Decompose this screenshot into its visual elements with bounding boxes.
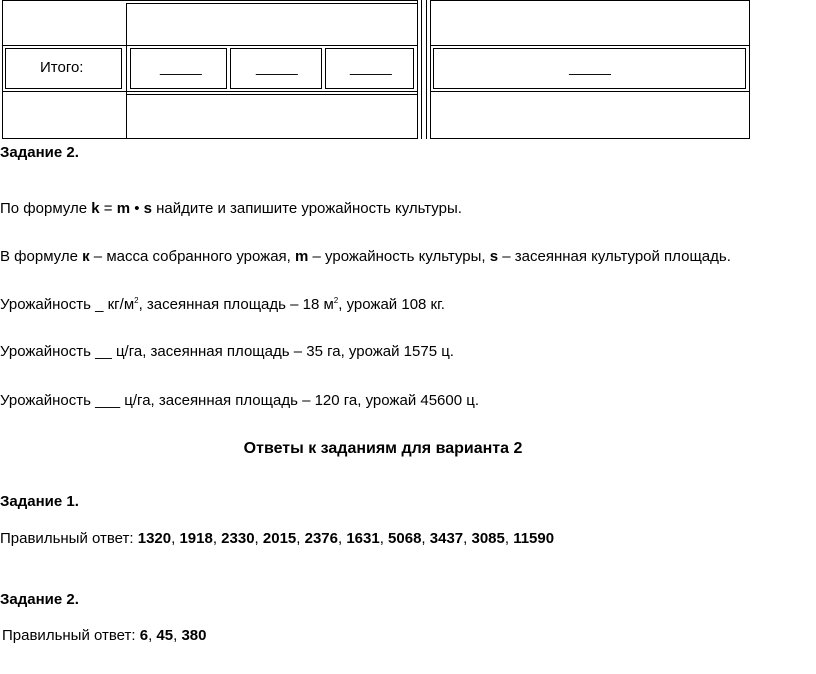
total-blank-2: _____: [256, 59, 298, 76]
task2-heading: Задание 2.: [0, 144, 79, 161]
task2-row-2: Урожайность __ ц/га, засеянная площадь – 35 га, урожай 1575 ц.: [0, 343, 454, 360]
total-blank-4: _____: [569, 59, 611, 76]
total-blank-1: _____: [160, 59, 202, 76]
answer2-value: 380: [181, 627, 207, 644]
answer1-value: 2376: [304, 530, 338, 547]
answers-task1-line: Правильный ответ: 1320, 1918, 2330, 2015, 2376, 1631, 5068, 3437, 3085, 11590: [0, 530, 555, 547]
answer1-value: 2330: [221, 530, 255, 547]
formula-line: По формуле k = m • s найдите и запишите урожайность культуры.: [0, 200, 462, 217]
definition-line: В формуле к – масса собранного урожая, m – урожайность культуры, s – засеянная культурой площадь.: [0, 248, 731, 265]
answer1-value: 3085: [471, 530, 505, 547]
answer1-value: 1320: [137, 530, 172, 547]
answers-task2-line: Правильный ответ: 6, 45, 380: [2, 627, 207, 644]
answers-task2-heading: Задание 2.: [0, 591, 79, 608]
answer1-value: 3437: [429, 530, 464, 547]
answers-task1-values: 1320, 1918, 2330, 2015, 2376, 1631, 5068, 3437, 3085, 11590: [137, 530, 555, 547]
task2-row-3: Урожайность ___ ц/га, засеянная площадь – 120 га, урожай 45600 ц.: [0, 392, 479, 409]
answers-task1-heading: Задание 1.: [0, 493, 79, 510]
answer1-value: 11590: [513, 530, 555, 547]
answer2-value: 6: [139, 627, 149, 644]
total-blank-3: _____: [350, 59, 392, 76]
answer1-value: 1631: [346, 530, 380, 547]
answer1-value: 2015: [262, 530, 297, 547]
answer1-value: 1918: [179, 530, 213, 547]
total-label: Итого:: [40, 59, 84, 76]
answers-task2-values: 6, 45, 380: [139, 627, 207, 644]
answer1-value: 5068: [388, 530, 422, 547]
answers-title: Ответы к заданиям для варианта 2: [243, 440, 523, 457]
task2-row-1: Урожайность _ $кг/м^2$, засеянная площадь – 18 $м^2$, урожай 108 кг.: [0, 296, 445, 313]
answer2-value: 45: [156, 627, 174, 644]
